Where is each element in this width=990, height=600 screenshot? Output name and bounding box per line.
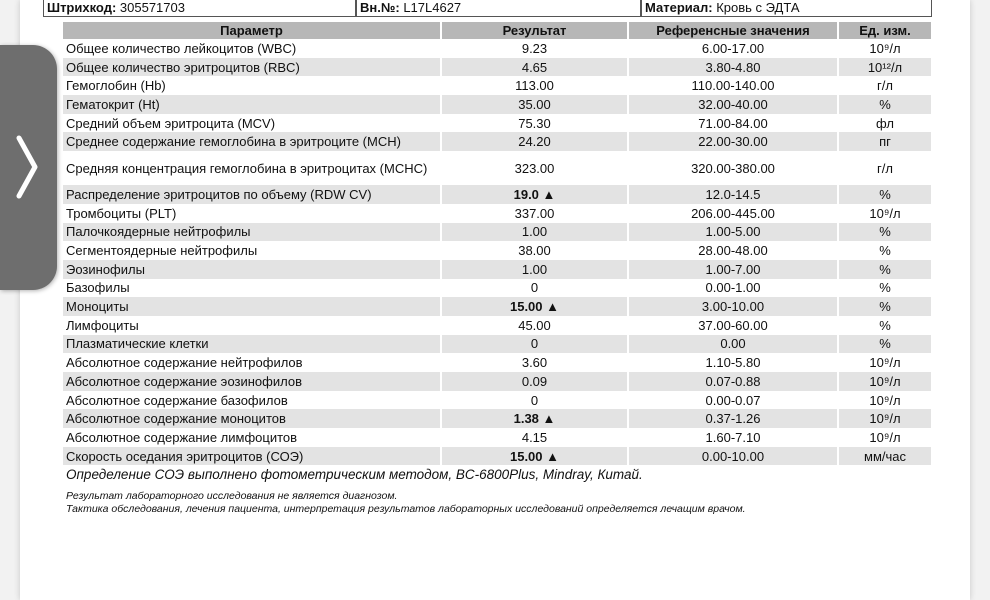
result-cell: 38.00 [441, 241, 628, 260]
report-header [43, 0, 932, 18]
table-row [63, 391, 931, 410]
disclaimer-line-1: Результат лабораторного исследования не является диагнозом. [66, 490, 398, 502]
param-cell: Средний объем эритроцита (MCV) [63, 114, 441, 133]
unit-cell: % [879, 243, 891, 259]
unit-cell: мм/час [838, 447, 931, 466]
reference-cell: 6.00-17.00 [628, 39, 838, 58]
reference-cell: 1.60-7.10 [628, 428, 838, 447]
unit-cell: % [838, 260, 931, 279]
param-cell: Лимфоциты [63, 316, 441, 335]
reference-cell: 3.00-10.00 [628, 297, 838, 316]
result-cell: 1.00 [441, 260, 628, 279]
result-cell: 15.00 ▲ [441, 297, 628, 316]
inner-number-value: L17L4627 [403, 0, 462, 15]
param-cell: Абсолютное содержание моноцитов [63, 409, 441, 428]
barcode-value: 305571703 [119, 0, 185, 15]
unit-cell: % [838, 335, 931, 354]
reference-cell: 1.00-5.00 [628, 223, 838, 242]
unit-cell: фл [876, 115, 894, 131]
col-header-reference: Референсные значения [628, 22, 838, 39]
barcode-label: Штрихкод: [47, 0, 117, 15]
result-cell: 113.00 [441, 76, 628, 95]
reference-cell: 28.00-48.00 [628, 241, 838, 260]
inner-number-label: Вн.№: [360, 0, 400, 15]
table-row [63, 297, 931, 316]
result-cell: 0.09 [441, 372, 628, 391]
param-cell: Гемоглобин (Hb) [63, 76, 441, 95]
table-row [63, 185, 931, 204]
reference-cell: 0.00-10.00 [628, 447, 838, 466]
inner-number-field [356, 0, 641, 17]
result-cell: 3.60 [441, 353, 628, 372]
table-row [63, 204, 931, 223]
unit-cell: % [879, 317, 891, 333]
unit-cell: % [838, 297, 931, 316]
table-row [63, 241, 931, 260]
side-panel-tab[interactable] [0, 45, 57, 290]
reference-cell: 1.10-5.80 [628, 353, 838, 372]
method-note: Определение СОЭ выполнено фотометрическим методом, BC-6800Plus, Mindray, Китай. [66, 467, 643, 482]
reference-cell: 0.00 [628, 335, 838, 354]
table-row [63, 76, 931, 95]
unit-cell: г/л [877, 160, 893, 176]
chevron-right-icon [14, 135, 40, 199]
unit-cell: пг [838, 132, 931, 151]
unit-cell: % [838, 185, 931, 204]
reference-cell: 32.00-40.00 [628, 95, 838, 114]
param-cell: Распределение эритроцитов по объему (RDW CV) [63, 185, 441, 204]
table-row [63, 151, 931, 185]
result-cell: 24.20 [441, 132, 628, 151]
material-value: Кровь с ЭДТА [716, 0, 800, 15]
result-cell: 1.00 [441, 223, 628, 242]
col-header-unit: Ед. изм. [838, 22, 931, 39]
unit-cell: 10⁹/л [869, 392, 901, 408]
unit-cell: % [879, 280, 891, 296]
param-cell: Абсолютное содержание эозинофилов [63, 372, 441, 391]
param-cell: Общее количество лейкоцитов (WBC) [63, 39, 441, 58]
result-cell: 19.0 ▲ [441, 185, 628, 204]
reference-cell: 37.00-60.00 [628, 316, 838, 335]
result-cell: 15.00 ▲ [441, 447, 628, 466]
param-cell: Средняя концентрация гемоглобина в эритроцитах (MCHC) [63, 151, 441, 185]
reference-cell: 0.37-1.26 [628, 409, 838, 428]
result-cell: 1.38 ▲ [441, 409, 628, 428]
table-row [63, 260, 931, 279]
table-row [63, 114, 931, 133]
param-cell: Гематокрит (Ht) [63, 95, 441, 114]
param-cell: Абсолютное содержание лимфоцитов [63, 428, 441, 447]
result-cell: 9.23 [441, 39, 628, 58]
reference-cell: 1.00-7.00 [628, 260, 838, 279]
param-cell: Плазматические клетки [63, 335, 441, 354]
unit-cell: 10¹²/л [838, 58, 931, 77]
disclaimer [66, 490, 746, 516]
result-cell: 45.00 [441, 316, 628, 335]
reference-cell: 12.0-14.5 [628, 185, 838, 204]
unit-cell: % [838, 95, 931, 114]
table-row [63, 409, 931, 428]
param-cell: Палочкоядерные нейтрофилы [63, 223, 441, 242]
param-cell: Моноциты [63, 297, 441, 316]
table-row [63, 372, 931, 391]
reference-cell: 110.00-140.00 [628, 76, 838, 95]
disclaimer-line-2: Тактика обследования, лечения пациента, интерпретация результатов лабораторных исследований определяется лечащим врачом. [66, 503, 746, 515]
unit-cell: 10⁹/л [869, 355, 901, 371]
param-cell: Среднее содержание гемоглобина в эритроците (MCH) [63, 132, 441, 151]
table-row [63, 316, 931, 335]
table-row [63, 95, 931, 114]
param-cell: Скорость оседания эритроцитов (СОЭ) [63, 447, 441, 466]
unit-cell: 10⁹/л [838, 372, 931, 391]
table-row [63, 428, 931, 447]
unit-cell: % [838, 223, 931, 242]
reference-cell: 206.00-445.00 [628, 204, 838, 223]
result-cell: 75.30 [441, 114, 628, 133]
table-row [63, 335, 931, 354]
material-field [641, 0, 932, 17]
result-cell: 4.65 [441, 58, 628, 77]
unit-cell: 10⁹/л [869, 429, 901, 445]
table-row [63, 132, 931, 151]
param-cell: Абсолютное содержание базофилов [63, 391, 441, 410]
table-row [63, 447, 931, 466]
unit-cell: 10⁹/л [869, 40, 901, 56]
reference-cell: 0.07-0.88 [628, 372, 838, 391]
reference-cell: 71.00-84.00 [628, 114, 838, 133]
reference-cell: 0.00-1.00 [628, 279, 838, 298]
barcode-field [43, 0, 356, 17]
result-cell: 0 [441, 279, 628, 298]
table-row [63, 279, 931, 298]
table-header-row [63, 22, 931, 39]
col-header-result: Результат [441, 22, 628, 39]
reference-cell: 0.00-0.07 [628, 391, 838, 410]
table-row [63, 223, 931, 242]
param-cell: Общее количество эритроцитов (RBC) [63, 58, 441, 77]
unit-cell: 10⁹/л [838, 409, 931, 428]
result-cell: 35.00 [441, 95, 628, 114]
reference-cell: 3.80-4.80 [628, 58, 838, 77]
param-cell: Сегментоядерные нейтрофилы [63, 241, 441, 260]
unit-cell: г/л [877, 78, 893, 94]
reference-cell: 22.00-30.00 [628, 132, 838, 151]
result-cell: 323.00 [441, 151, 628, 185]
param-cell: Абсолютное содержание нейтрофилов [63, 353, 441, 372]
material-label: Материал: [645, 0, 713, 15]
table-row [63, 353, 931, 372]
col-header-parameter: Параметр [63, 22, 441, 39]
param-cell: Тромбоциты (PLT) [63, 204, 441, 223]
param-cell: Базофилы [63, 279, 441, 298]
unit-cell: 10⁹/л [869, 205, 901, 221]
table-row [63, 58, 931, 77]
result-cell: 0 [441, 335, 628, 354]
result-cell: 4.15 [441, 428, 628, 447]
result-cell: 337.00 [441, 204, 628, 223]
results-table [63, 22, 931, 465]
reference-cell: 320.00-380.00 [628, 151, 838, 185]
param-cell: Эозинофилы [63, 260, 441, 279]
result-cell: 0 [441, 391, 628, 410]
table-row [63, 39, 931, 58]
